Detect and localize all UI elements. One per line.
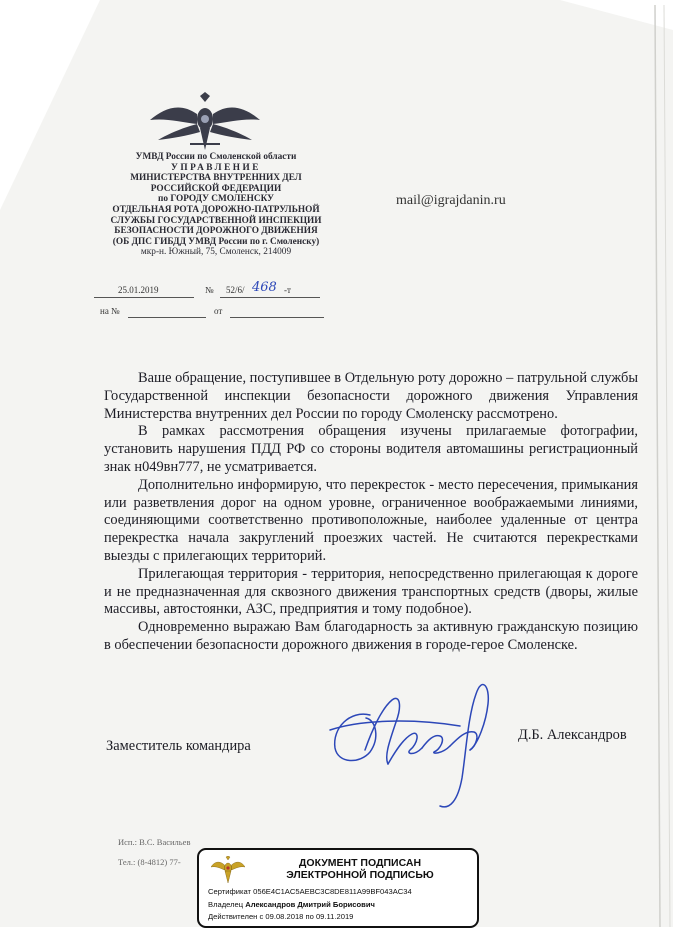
executor-name: Исп.: В.С. Васильев bbox=[118, 837, 191, 847]
registration-number-label: № bbox=[205, 285, 214, 295]
header-line: РОССИЙСКОЙ ФЕДЕРАЦИИ bbox=[150, 183, 282, 194]
stamp-certificate bbox=[208, 887, 412, 896]
stamp-title-line1: ДОКУМЕНТ ПОДПИСАН bbox=[298, 857, 422, 869]
body-paragraph: Дополнительно информирую, что перекресток - место пересечения, примыкания или разветвления дорог на одном уровне, ограниченное воображаемыми линиями, соединяющими соответственно противоположные, наиболее удаленные от центра перекрестка начала закруглений проезжих частей. Не считаются перекрестками выезды с прилегающих территорий. bbox=[104, 476, 638, 564]
body-paragraph: Прилегающая территория - территория, непосредственно прилегающая к дороге и не предназначенная для сквозного движения транспортных средств (дворы, жилые массивы, автостоянки, АЗС, предприятия и тому подобное). bbox=[104, 565, 638, 618]
letter-body bbox=[104, 370, 638, 655]
stamp-title bbox=[253, 857, 467, 881]
header-line: УМВД России по Смоленской области bbox=[135, 152, 297, 162]
certificate-label: Сертификат bbox=[208, 887, 251, 896]
header-line: по ГОРОДУ СМОЛЕНСКУ bbox=[157, 194, 274, 205]
issuer-header bbox=[88, 152, 344, 258]
header-address: мкр-н. Южный, 75, Смоленск, 214009 bbox=[140, 247, 292, 258]
header-line: УПРАВЛЕНИЕ bbox=[171, 162, 261, 173]
stamp-validity: Действителен с 09.08.2018 по 09.11.2019 bbox=[208, 912, 354, 921]
reference-from-label: от bbox=[214, 306, 223, 316]
registration-number-handwritten: 468 bbox=[252, 280, 277, 295]
body-paragraph: Одновременно выражаю Вам благодарность за активную гражданскую позицию в обеспечении безопасности дорожного движения в городе-герое Смоленске. bbox=[104, 619, 638, 653]
stamp-title-line2: ЭЛЕКТРОННОЙ ПОДПИСЬЮ bbox=[286, 869, 434, 881]
executor-phone: Тел.: (8-4812) 77- bbox=[118, 857, 181, 867]
certificate-value: 056E4C1AC5AEBC3C8DE811A99BF043AC34 bbox=[253, 887, 412, 896]
date-underline bbox=[94, 297, 194, 298]
registration-date: 25.01.2019 bbox=[118, 285, 159, 295]
owner-label: Владелец bbox=[208, 900, 244, 909]
police-eagle-emblem-icon bbox=[150, 92, 260, 152]
body-paragraph: Ваше обращение, поступившее в Отдельную роту дорожно – патрульной службы Государственной инспекции безопасности дорожного движения Управления Министерства внутренних дел России по городу Смоленску рассмотрено. bbox=[104, 370, 638, 422]
header-line: (ОБ ДПС ГИБДД УМВД России по г. Смоленску) bbox=[112, 236, 320, 247]
reference-from-underline bbox=[230, 317, 324, 318]
number-underline bbox=[220, 297, 320, 298]
header-line: БЕЗОПАСНОСТИ ДОРОЖНОГО ДВИЖЕНИЯ bbox=[114, 226, 318, 237]
reference-number-underline bbox=[128, 317, 206, 318]
owner-value: Александров Дмитрий Борисович bbox=[245, 900, 375, 909]
electronic-signature-stamp bbox=[197, 848, 479, 928]
header-line: ОТДЕЛЬНАЯ РОТА ДОРОЖНО-ПАТРУЛЬНОЙ bbox=[112, 204, 320, 215]
signatory-role: Заместитель командира bbox=[106, 738, 251, 754]
signatory-name: Д.Б. Александров bbox=[518, 727, 627, 743]
header-line: МИНИСТЕРСТВА ВНУТРЕННИХ ДЕЛ bbox=[130, 173, 302, 184]
executor-info bbox=[118, 832, 190, 872]
header-line: СЛУЖБЫ ГОСУДАРСТВЕННОЙ ИНСПЕКЦИИ bbox=[110, 215, 322, 226]
body-paragraph: В рамках рассмотрения обращения изучены прилагаемые фотографии, установить нарушения ПДД РФ со стороны водителя автомашины регистрационный знак н049вн777, не усматривается. bbox=[104, 423, 638, 475]
registration-number: 52/6/ bbox=[226, 285, 245, 295]
registration-number-suffix: -т bbox=[284, 285, 291, 295]
reference-number-label: на № bbox=[100, 306, 120, 316]
stamp-owner bbox=[208, 900, 375, 909]
signature-icon bbox=[310, 660, 540, 810]
police-eagle-emblem-icon bbox=[211, 856, 245, 884]
recipient-email: mail@igrajdanin.ru bbox=[396, 193, 506, 208]
